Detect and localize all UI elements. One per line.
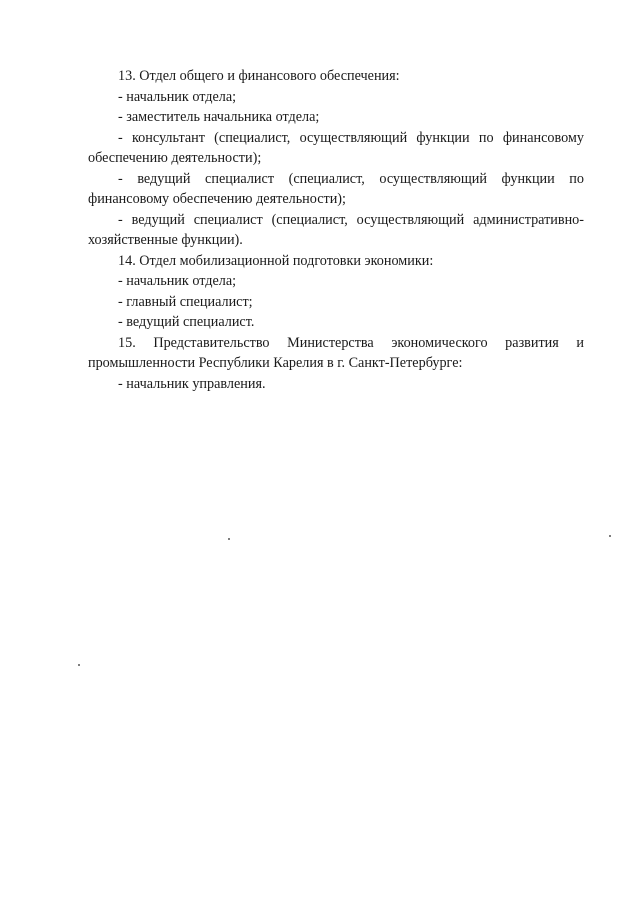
list-item: - заместитель начальника отдела; [118,109,320,125]
scan-speck [228,538,230,540]
list-item: - консультант (специалист, осуществляющий функции по финансовому [118,129,584,146]
section-15-heading: 15. Представительство Министерства экономического развития и [118,334,584,351]
scan-speck [609,535,611,537]
list-item: - ведущий специалист (специалист, осуществляющий административно- [118,211,584,228]
list-item-continuation: финансовому обеспечению деятельности); [88,191,346,207]
section-15-heading-continuation: промышленности Республики Карелия в г. Санкт-Петербурге: [88,355,463,371]
list-item: - начальник управления. [118,375,266,392]
list-item-continuation: обеспечению деятельности); [88,150,262,166]
list-item-continuation: хозяйственные функции). [88,232,243,248]
list-item: - ведущий специалист. [118,314,255,330]
list-item: - начальник отдела; [118,88,237,105]
scan-speck [78,664,80,666]
document-body [88,66,584,394]
section-13-heading: 13. Отдел общего и финансового обеспечения: [118,68,400,84]
list-item: - ведущий специалист (специалист, осуществляющий функции по [118,170,584,187]
list-item: - главный специалист; [118,293,253,310]
section-14-heading: 14. Отдел мобилизационной подготовки экономики: [118,252,434,269]
list-item: - начальник отдела; [118,273,237,289]
